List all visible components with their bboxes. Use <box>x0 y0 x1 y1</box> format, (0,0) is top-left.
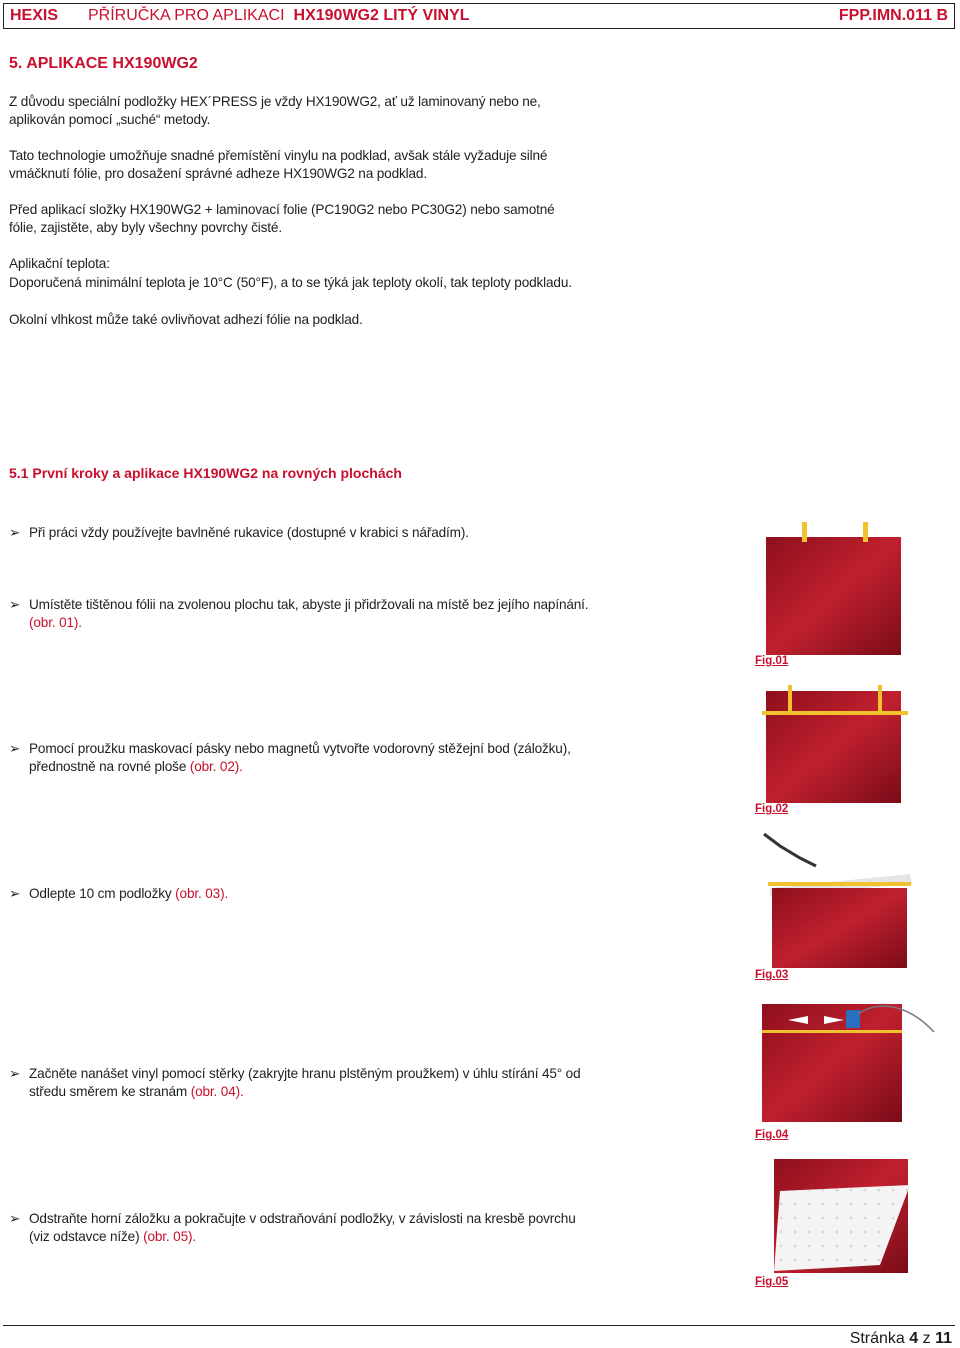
paragraph-1-line-2: aplikován pomocí „suché“ metody. <box>9 112 211 127</box>
vinyl-panel <box>766 537 901 655</box>
step-text: Pomocí proužku maskovací pásky nebo magnetů vytvořte vodorovný stěžejní bod (záložku), <box>29 741 571 756</box>
page-separator: z <box>918 1330 936 1347</box>
tape-strip <box>878 685 882 711</box>
paragraph-4-line-2: Doporučená minimální teplota je 10°C (50°F), a to se týká jak teploty okolí, tak teploty podkladu. <box>9 275 572 290</box>
figure-reference: (obr. 01). <box>29 615 82 630</box>
step-text: Odlepte 10 cm podložky <box>29 886 176 901</box>
step-text: Začněte nanášet vinyl pomocí stěrky (zakryjte hranu plstěným proužkem) v úhlu stírání 45° od <box>29 1066 581 1081</box>
squeegee-icon <box>846 1010 860 1028</box>
figure-reference: (obr. 03). <box>175 886 229 901</box>
figure-label: Fig.03 <box>755 969 789 981</box>
paragraph-3-line-1: Před aplikací složky HX190WG2 + laminovací folie (PC190G2 nebo PC30G2) nebo samotné <box>9 202 555 217</box>
figure-reference: (obr. 04). <box>190 1084 244 1099</box>
step-item <box>9 1066 581 1099</box>
step-text: Při práci vždy používejte bavlněné rukavice (dostupné v krabici s nářadím). <box>29 525 469 540</box>
figure-label: Fig.04 <box>755 1129 789 1141</box>
manual-title: PŘÍRUČKA PRO APLIKACI <box>88 7 285 24</box>
figure-label: Fig.02 <box>755 803 789 815</box>
figure-05-illustration <box>760 1155 920 1275</box>
figure-reference: (obr. 05). <box>143 1229 197 1244</box>
document-code: FPP.IMN.011 B <box>838 7 948 24</box>
tape-strip <box>788 685 792 711</box>
tape-strip <box>863 522 868 542</box>
scissors-icon <box>764 834 816 866</box>
step-text: Odstraňte horní záložku a pokračujte v odstraňování podložky, v závislosti na kresbě povrchu <box>29 1211 576 1226</box>
paragraph-1-line-1: Z důvodu speciální podložky HEX´PRESS je vždy HX190WG2, ať už laminovaný nebo ne, <box>9 94 541 109</box>
paragraph-5: Okolní vlhkost může také ovlivňovat adhezi fólie na podklad. <box>9 312 363 327</box>
page-prefix: Stránka <box>849 1330 910 1347</box>
subsection-heading: 5.1 První kroky a aplikace HX190WG2 na rovných plochách <box>9 465 402 481</box>
tape-strip <box>802 522 807 542</box>
step-item <box>9 741 571 774</box>
step-item <box>9 886 228 902</box>
tape-hinge <box>762 711 908 715</box>
step-item <box>9 1211 576 1244</box>
footer-divider <box>3 1325 955 1326</box>
paragraph-2-line-2: vmáčknutí fólie, pro dosažení správné adheze HX190WG2 na podklad. <box>9 166 427 181</box>
figure-reference: (obr. 02). <box>189 759 243 774</box>
step-item <box>9 525 469 541</box>
paragraph-2-line-1: Tato technologie umožňuje snadné přemístění vinylu na podklad, avšak stále vyžaduje silné <box>9 148 548 163</box>
figure-02-illustration <box>760 683 910 803</box>
current-page: 4 <box>909 1330 919 1347</box>
step-text-continued: přednostně na rovné ploše <box>29 759 190 774</box>
bullet-arrow-icon: ➢ <box>9 741 21 756</box>
total-pages: 11 <box>935 1330 952 1347</box>
section-heading: 5. APLIKACE HX190WG2 <box>9 55 198 72</box>
paragraph-4-line-1: Aplikační teplota: <box>9 256 110 271</box>
bullet-arrow-icon: ➢ <box>9 1211 21 1226</box>
step-text-continued: (viz odstavce níže) <box>29 1229 144 1244</box>
figure-label: Fig.05 <box>755 1276 789 1288</box>
step-item <box>9 597 588 630</box>
figure-01-illustration <box>760 520 910 655</box>
paragraph-3-line-2: fólie, zajistěte, aby byly všechny povrchy čisté. <box>9 220 282 235</box>
step-text: Umístěte tištěnou fólii na zvolenou plochu tak, abyste ji přidržovali na místě bez jejího napínání. <box>29 597 589 612</box>
figure-03-illustration <box>760 828 920 968</box>
figure-04-illustration <box>758 996 938 1126</box>
vinyl-panel <box>772 888 907 968</box>
step-text-continued: středu směrem ke stranám <box>29 1084 191 1099</box>
figure-label: Fig.01 <box>755 655 789 667</box>
brand-name: HEXIS <box>10 7 59 24</box>
bullet-arrow-icon: ➢ <box>9 886 21 901</box>
bullet-arrow-icon: ➢ <box>9 1066 21 1081</box>
tape-hinge <box>768 882 911 886</box>
page-header <box>3 3 955 29</box>
product-name: HX190WG2 LITÝ VINYL <box>293 7 470 24</box>
bullet-arrow-icon: ➢ <box>9 597 21 612</box>
page-number <box>850 1330 952 1348</box>
tape-hinge <box>762 1030 902 1033</box>
bullet-arrow-icon: ➢ <box>9 525 21 540</box>
